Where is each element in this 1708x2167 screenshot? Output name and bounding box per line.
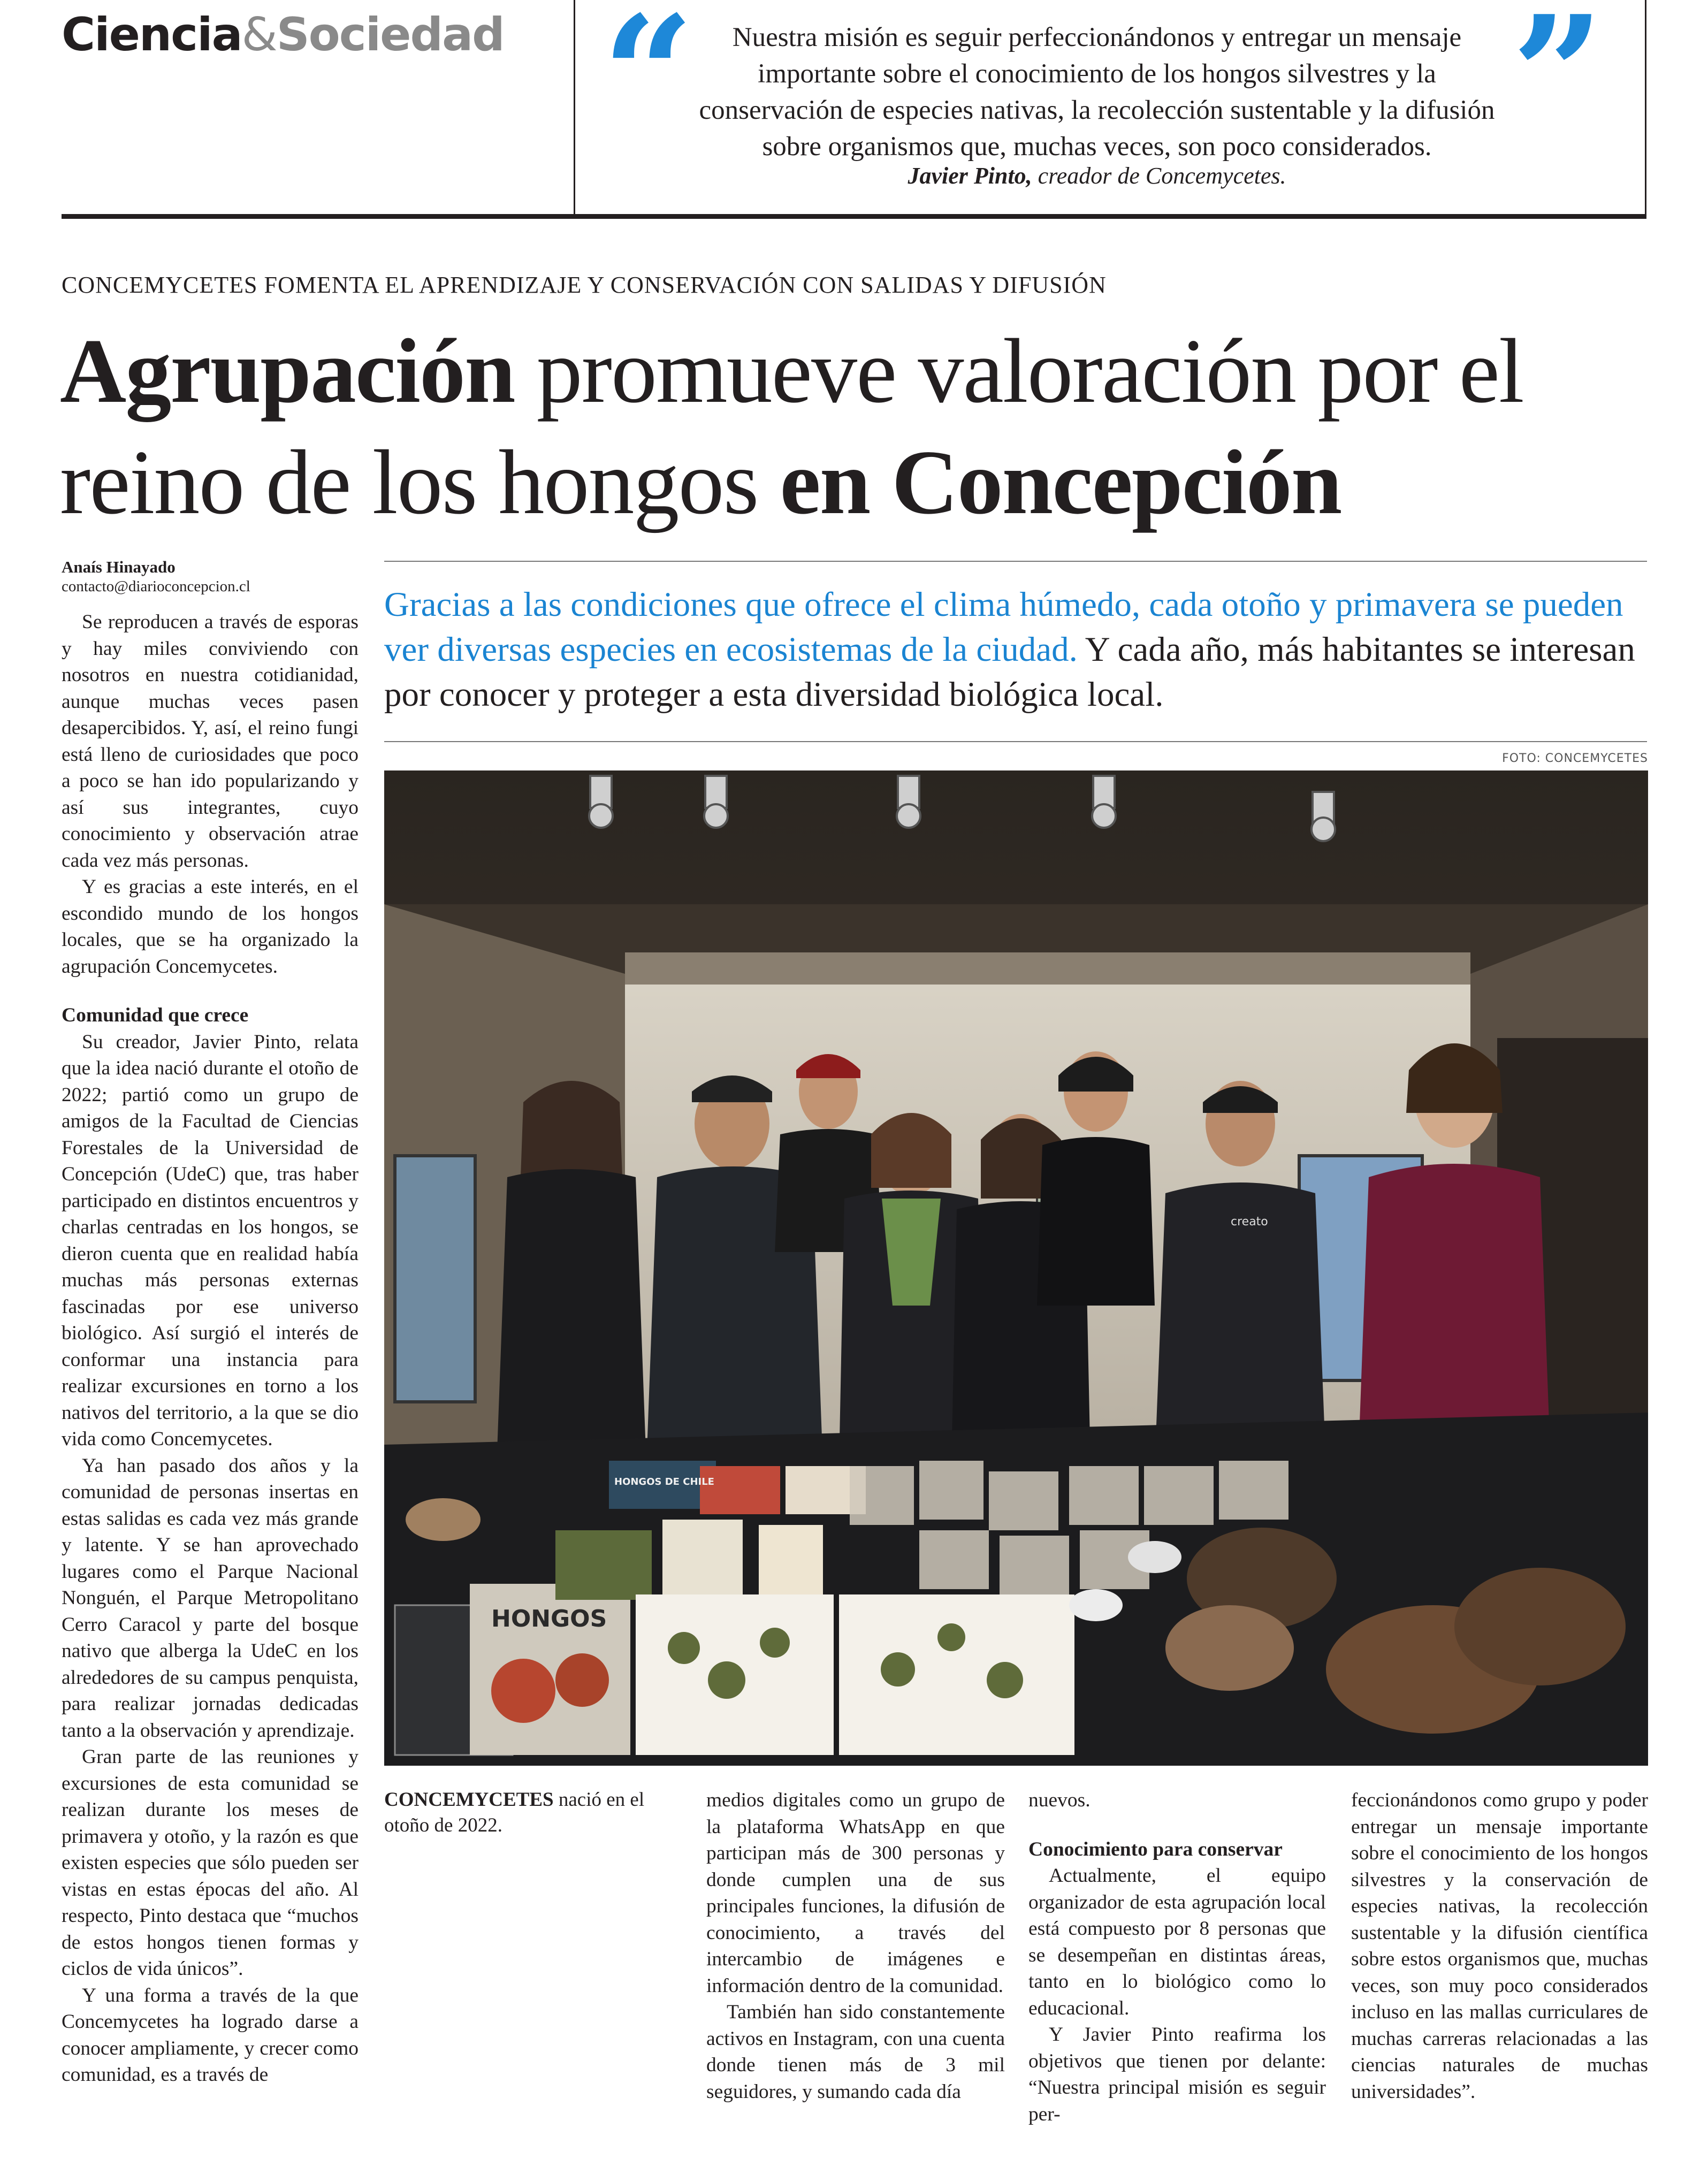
paragraph: Actualmente, el equipo organizador de esta agrupación local está compuesto por 8 personas que se desempeñan en distintas áreas, tanto en lo biológico como lo educacional. xyxy=(1028,1865,1326,2019)
headline-bold-end: en Concepción xyxy=(780,432,1341,533)
byline-name: Anaís Hinayado xyxy=(62,558,176,576)
pull-quote-author: Javier Pinto, xyxy=(908,163,1032,189)
photo-book-title-small: HONGOS DE CHILE xyxy=(614,1476,714,1487)
paragraph: Y Javier Pinto reafirma los objetivos que tienen por delante: “Nuestra principal misión es seguir per- xyxy=(1028,2024,1326,2125)
caption-text: nació en el otoño de 2022. xyxy=(384,1789,645,1836)
kicker: CONCEMYCETES FOMENTA EL APRENDIZAJE Y CONSERVACIÓN CON SALIDAS Y DIFUSIÓN xyxy=(62,272,1107,298)
deck-highlight: Gracias a las condiciones que ofrece el clima húmedo, cada otoño y primavera se pueden ver diversas especies en ecosistemas de la ciudad. xyxy=(384,585,1623,669)
pull-quote-role: creador de Concemycetes. xyxy=(1032,163,1286,189)
pull-quote-text: Nuestra misión es seguir perfeccionándonos y entregar un mensaje importante sobre el conocimiento de los hongos silvestres y la conservación de especies nativas, la recolección sustentable y la difusión sobre organismos que, muchas veces, son poco considerados. xyxy=(699,22,1495,162)
section-word-ciencia: Ciencia xyxy=(62,8,242,62)
group-photo xyxy=(384,770,1648,1766)
deck-rest: Y cada año, más habitantes se interesan por conocer y proteger a esta diversidad biológica local. xyxy=(384,630,1635,714)
paragraph: feccionándonos como grupo y poder entregar un mensaje importante sobre el conocimiento de los hongos silvestres y la conservación de especies nativas, la recolección sustentable y la difusión científica sobre estos organismos que, muchas veces, son muy poco considerados incluso en las mallas curriculares de muchas carreras relacionadas a las ciencias naturales de muchas universidades”. xyxy=(1351,1789,1648,2103)
section-ampersand: & xyxy=(241,8,277,62)
close-quote-icon: ” xyxy=(1512,0,1604,169)
caption-bold: CONCEMYCETES xyxy=(384,1789,554,1811)
subheading-comunidad: Comunidad que crece xyxy=(62,1004,249,1026)
paragraph: Y una forma a través de la que Concemycetes ha logrado darse a conocer ampliamente, y crecer como comunidad, es a través de xyxy=(62,1984,359,2086)
paragraph: Gran parte de las reuniones y excursiones de esta comunidad se realizan durante los meses de primavera y otoño, y la razón es que existen especies que sólo pueden ser vistas en estas épocas del año. Al respecto, Pinto destaca que “muchos de estos hongos tienen formas y ciclos de vida únicos”. xyxy=(62,1746,359,1980)
section-word-sociedad: Sociedad xyxy=(276,8,504,62)
headline-bold-start: Agrupación xyxy=(60,321,515,422)
photo-sweater-logo: creato xyxy=(1231,1215,1268,1229)
body-column-5 xyxy=(1351,1787,1648,2105)
paragraph: Se reproducen a través de esporas y hay miles conviviendo con nosotros en nuestra cotidianidad, aunque muchas veces pasen desapercibidos. Y, así, el reino fungi está lleno de curiosidades que poco a poco se han ido popularizando y así sus integrantes, cuyo conocimiento y observación atrae cada vez más personas. xyxy=(62,611,359,872)
open-quote-icon: “ xyxy=(602,0,695,169)
photo-credit: FOTO: CONCEMYCETES xyxy=(1502,752,1648,765)
paragraph: medios digitales como un grupo de la plataforma WhatsApp en que participan más de 300 personas y donde cumplen una de sus principales funciones, la difusión de conocimiento, a través del intercambio de imágenes e información dentro de la comunidad. xyxy=(706,1789,1005,1997)
photo-book-title: HONGOS xyxy=(491,1605,607,1632)
header-right-border xyxy=(1645,0,1646,214)
paragraph: Y es gracias a este interés, en el escondido mundo de los hongos locales, que se ha organizado la agrupación Concemycetes. xyxy=(62,876,359,978)
deck-rule xyxy=(384,561,1647,562)
paragraph: nuevos. xyxy=(1028,1789,1091,1811)
pull-quote-attribution xyxy=(690,161,1504,192)
body-column-4 xyxy=(1028,1787,1326,2127)
photo-painting-left xyxy=(395,1156,475,1402)
byline-email: contacto@diarioconcepcion.cl xyxy=(62,578,250,595)
subheading-conocimiento: Conocimiento para conservar xyxy=(1028,1838,1283,1860)
photo-caption xyxy=(384,1787,673,1838)
header-divider xyxy=(574,0,575,214)
body-column-3 xyxy=(706,1787,1005,2105)
paragraph: Su creador, Javier Pinto, relata que la idea nació durante el otoño de 2022; partió como un grupo de amigos de la Facultad de Ciencias Forestales de la Universidad de Concepción (UdeC) que, tras haber participado en distintos encuentros y charlas centradas en los hongos, se dieron cuenta que en realidad había muchas más personas externas fascinadas por ese universo biológico. Así surgió el interés de conformar una instancia para realizar excursiones en torno a los nativos del territorio, a la que se dio vida como Concemycetes. xyxy=(62,1031,359,1450)
photo-rule xyxy=(384,741,1647,742)
photo-specimen-cards xyxy=(636,1594,1074,1755)
body-column-1 xyxy=(62,609,359,2088)
section-title xyxy=(62,5,504,64)
paragraph: También han sido constantemente activos en Instagram, con una cuenta donde tienen más de 3 mil seguidores, y sumando cada día xyxy=(706,2001,1005,2103)
headline xyxy=(60,316,1654,538)
deck xyxy=(384,582,1647,717)
headline-middle: promueve valoración por el reino de los hongos xyxy=(60,321,1523,533)
header-rule xyxy=(62,214,1646,219)
paragraph: Ya han pasado dos años y la comunidad de personas insertas en estas salidas es cada vez más grande y latente. Y se han aprovechado lugares como el Parque Nacional Nonguén, el Parque Metropolitano Cerro Caracol y parte del bosque nativo que alberga la UdeC en los alrededores de su campus penquista, para realizar jornadas dedicadas tanto a la observación y aprendizaje. xyxy=(62,1454,359,1742)
